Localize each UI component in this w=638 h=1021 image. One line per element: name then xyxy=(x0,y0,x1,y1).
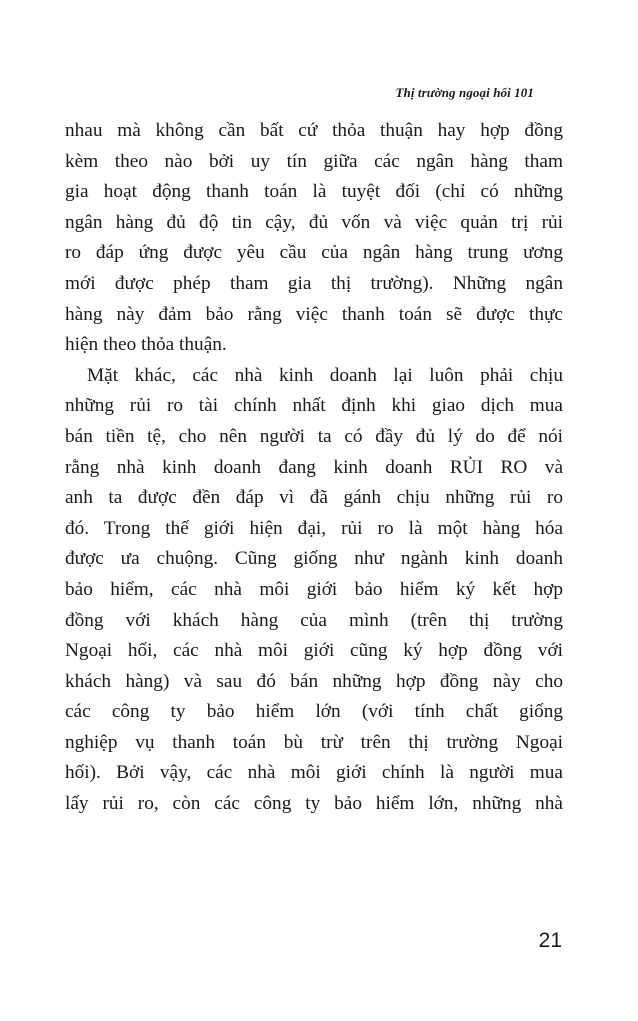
text-line: nghiệp vụ thanh toán bù trừ trên thị trường Ngoại xyxy=(65,731,563,753)
paragraph-2 xyxy=(65,361,563,820)
paragraph-1 xyxy=(65,116,563,361)
text-line: anh ta được đền đáp vì đã gánh chịu những rủi ro xyxy=(65,487,563,509)
body-text xyxy=(65,116,563,820)
text-line: lấy rủi ro, còn các công ty bảo hiểm lớn, những nhà xyxy=(65,793,563,815)
text-line: Ngoại hối, các nhà môi giới cũng ký hợp đồng với xyxy=(65,640,563,662)
text-line: ngân hàng đủ độ tin cậy, đủ vốn và việc quản trị rủi xyxy=(65,211,563,233)
running-header: Thị trường ngoại hối 101 xyxy=(395,85,534,100)
text-line: hiện theo thỏa thuận. xyxy=(65,334,227,356)
text-line: gia hoạt động thanh toán là tuyệt đối (chỉ có những xyxy=(65,181,563,203)
text-line: hối). Bởi vậy, các nhà môi giới chính là người mua xyxy=(65,762,563,784)
page-number: 21 xyxy=(538,929,562,952)
text-line: khách hàng) và sau đó bán những hợp đồng này cho xyxy=(65,670,563,692)
text-line: đó. Trong thế giới hiện đại, rủi ro là một hàng hóa xyxy=(65,517,563,539)
text-line: các công ty bảo hiểm lớn (với tính chất giống xyxy=(65,701,563,723)
text-line: bán tiền tệ, cho nên người ta có đầy đủ lý do để nói xyxy=(65,425,563,447)
text-line: kèm theo nào bởi uy tín giữa các ngân hàng tham xyxy=(65,150,563,172)
text-line: hàng này đảm bảo rằng việc thanh toán sẽ được thực xyxy=(65,303,563,325)
text-line: bảo hiểm, các nhà môi giới bảo hiểm ký kết hợp xyxy=(65,578,563,600)
text-line: được ưa chuộng. Cũng giống như ngành kinh doanh xyxy=(65,548,563,570)
text-line: Mặt khác, các nhà kinh doanh lại luôn phải chịu xyxy=(87,364,563,386)
text-line: nhau mà không cần bất cứ thỏa thuận hay hợp đồng xyxy=(65,120,563,141)
text-line: đồng với khách hàng của mình (trên thị trường xyxy=(65,609,563,631)
text-line: ro đáp ứng được yêu cầu của ngân hàng trung ương xyxy=(65,242,563,264)
text-line: rằng nhà kinh doanh đang kinh doanh RỦI RO và xyxy=(65,456,563,478)
text-line: mới được phép tham gia thị trường). Những ngân xyxy=(65,272,563,294)
text-line: những rủi ro tài chính nhất định khi giao dịch mua xyxy=(65,395,563,417)
